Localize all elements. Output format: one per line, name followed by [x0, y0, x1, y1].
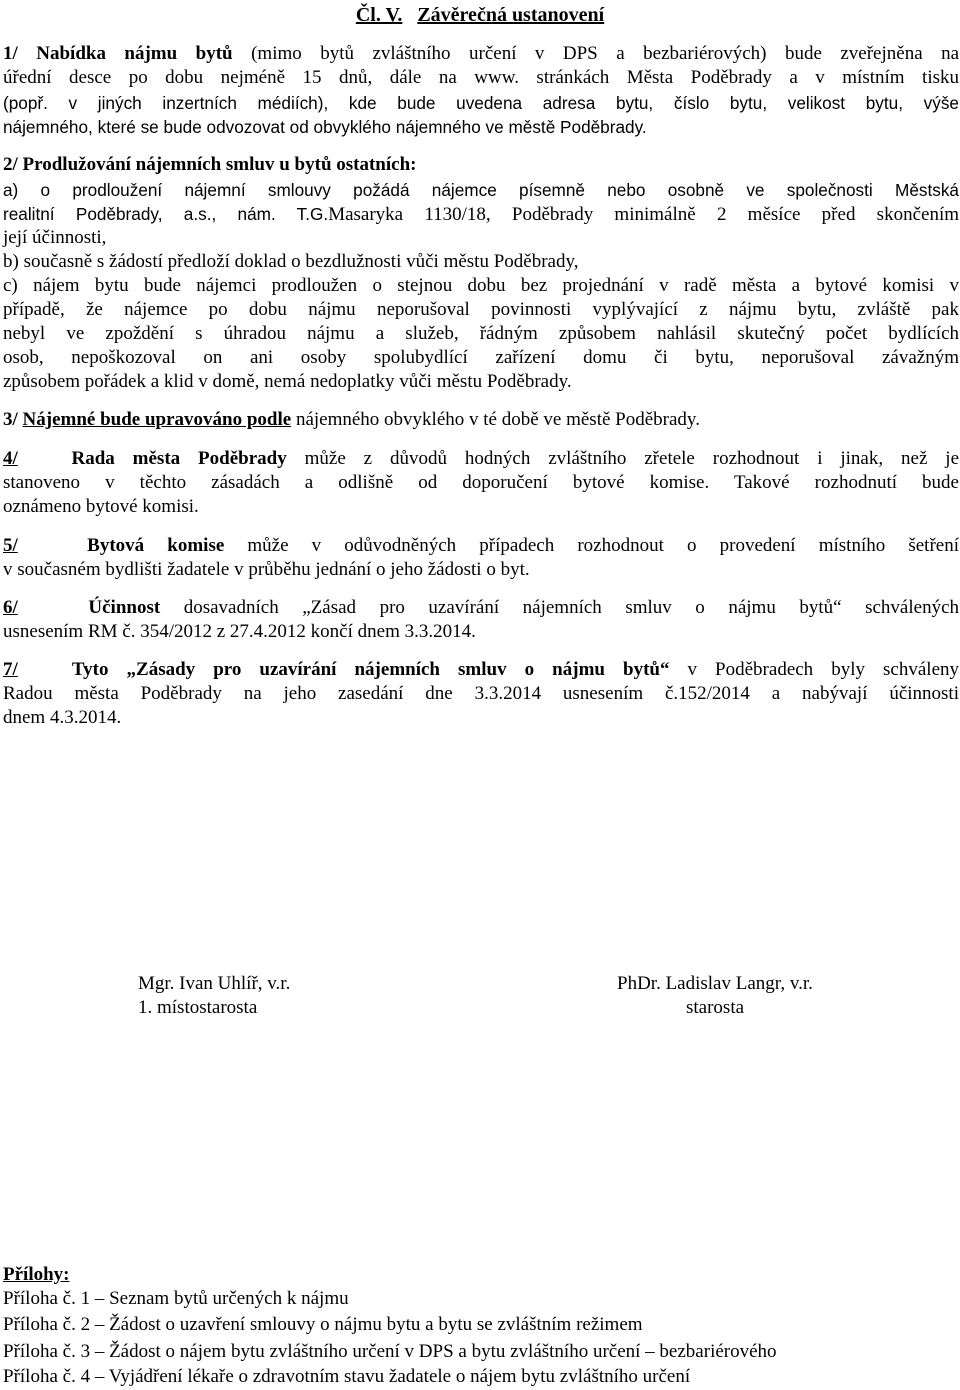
- p6-bold: Účinnost: [88, 597, 161, 618]
- paragraph-7-line-1: [3, 658, 959, 682]
- p1-number: 1/: [3, 43, 18, 64]
- paragraph-2-line-5: c) nájem bytu bude nájemci prodloužen o stejnou dobu bez projednání v radě města a bytové komisi v: [3, 275, 959, 296]
- p2-heading-text: 2/ Prodlužování nájemních smluv u bytů ostatních:: [3, 154, 417, 175]
- signature-left-role: 1. místostarosta: [138, 997, 258, 1018]
- paragraph-2-line-2: [3, 202, 959, 227]
- p1-text-1: (mimo bytů zvláštního určení v DPS a bezbariérových) bude zveřejněna na: [251, 43, 960, 64]
- p3-number: 3/: [3, 409, 18, 430]
- article-number: Čl. V.: [355, 4, 403, 26]
- signature-right-role: starosta: [686, 997, 745, 1018]
- paragraph-6-line-1: [3, 596, 959, 620]
- p3-text: nájemného obvyklého v té době ve městě Poděbrady.: [295, 409, 700, 430]
- p3-bold: Nájemné bude upravováno podle: [22, 409, 292, 430]
- attachments-heading: [3, 1263, 70, 1287]
- p4-number: 4/: [3, 448, 18, 469]
- attachments-heading-text: Přílohy:: [3, 1264, 70, 1285]
- paragraph-2-line-8: osob, nepoškozoval on ani osoby spolubydlící zařízení domu či bytu, neporušoval závažným: [3, 347, 959, 368]
- paragraph-7-line-3: dnem 4.3.2014.: [3, 707, 122, 728]
- paragraph-4-line-2: stanoveno v těchto zásadách a odlišně od doporučení bytové komise. Takové rozhodnutí bude: [3, 472, 959, 493]
- paragraph-1-line-1: [3, 42, 959, 66]
- paragraph-2-line-9: způsobem pořádek a klid v domě, nemá nedoplatky vůči městu Poděbrady.: [3, 371, 572, 392]
- paragraph-5-line-1: [3, 534, 959, 558]
- paragraph-5-line-2: v současném bydlišti žadatele v průběhu jednání o jeho žádosti o byt.: [3, 559, 530, 580]
- paragraph-2-line-4: b) současně s žádostí předloží doklad o bezdlužnosti vůči městu Poděbrady,: [3, 251, 579, 272]
- p4-bold: Rada města Poděbrady: [71, 448, 287, 469]
- attachment-item-3: Příloha č. 3 – Žádost o nájem bytu zvláštního určení v DPS a bytu zvláštního určení – bezbariérového: [3, 1341, 777, 1362]
- p7-text-1: v Poděbradech byly schváleny: [687, 659, 960, 680]
- p5-text-1: může v odůvodněných případech rozhodnout o provedení místního šetření: [247, 535, 959, 556]
- p6-number: 6/: [3, 597, 18, 618]
- p5-bold: Bytová komise: [87, 535, 225, 556]
- paragraph-2-line-1: a) o prodloužení nájemní smlouvy požádá nájemce písemně nebo osobně ve společnosti Městská: [3, 180, 959, 200]
- signature-left-name: Mgr. Ivan Uhlíř, v.r.: [138, 973, 291, 994]
- attachment-item-1: Příloha č. 1 – Seznam bytů určených k nájmu: [3, 1288, 349, 1309]
- paragraph-1-line-3: (popř. v jiných inzertních médiích), kde bude uvedena adresa bytu, číslo bytu, velikost bytu, výše: [3, 93, 959, 113]
- paragraph-6-line-2: usnesením RM č. 354/2012 z 27.4.2012 končí dnem 3.3.2014.: [3, 621, 476, 642]
- p6-text-1: dosavadních „Zásad pro uzavírání nájemních smluv o nájmu bytů“ schválených: [183, 597, 960, 618]
- p1-bold: Nabídka nájmu bytů: [36, 43, 233, 64]
- paragraph-2-line-6: případě, že nájemce po dobu nájmu neporušoval povinnosti vyplývající z nájmu bytu, zvláště pak: [3, 299, 959, 320]
- p7-number: 7/: [3, 659, 18, 680]
- attachment-item-2: Příloha č. 2 – Žádost o uzavření smlouvy o nájmu bytu a bytu se zvláštním režimem: [3, 1314, 643, 1335]
- p5-number: 5/: [3, 535, 18, 556]
- p2-text-2b: Masaryka 1130/18, Poděbrady minimálně 2 měsíce před skončením: [328, 204, 960, 225]
- article-heading: Závěrečná ustanovení: [417, 4, 605, 26]
- article-title: [0, 3, 960, 27]
- attachment-item-4: Příloha č. 4 – Vyjádření lékaře o zdravotním stavu žadatele o nájem bytu zvláštního určení: [3, 1366, 691, 1387]
- paragraph-2-line-7: nebyl ve zpoždění s úhradou nájmu a služeb, řádným způsobem nahlásil skutečný počet bydlících: [3, 323, 959, 344]
- p2-text-2a: realitní Poděbrady, a.s., nám. T.G.: [3, 204, 329, 224]
- paragraph-3: [3, 408, 959, 432]
- paragraph-4-line-3: oznámeno bytové komisi.: [3, 496, 199, 517]
- paragraph-1-line-2: úřední desce po dobu nejméně 15 dnů, dále na www. stránkách Města Poděbrady a v místním tisku: [3, 67, 959, 88]
- paragraph-2-line-3: její účinnosti,: [3, 227, 107, 248]
- paragraph-4-line-1: [3, 447, 959, 471]
- p2-heading: [3, 153, 959, 177]
- signature-right-name: PhDr. Ladislav Langr, v.r.: [617, 973, 813, 994]
- p7-bold: Tyto „Zásady pro uzavírání nájemních smluv o nájmu bytů“: [71, 659, 670, 680]
- paragraph-1-line-4: nájemného, které se bude odvozovat od obvyklého nájemného ve městě Poděbrady.: [3, 117, 647, 137]
- p4-text-1: může z důvodů hodných zvláštního zřetele rozhodnout i jinak, než je: [304, 448, 959, 469]
- paragraph-7-line-2: Radou města Poděbrady na jeho zasedání dne 3.3.2014 usnesením č.152/2014 a nabývají účinnosti: [3, 683, 959, 704]
